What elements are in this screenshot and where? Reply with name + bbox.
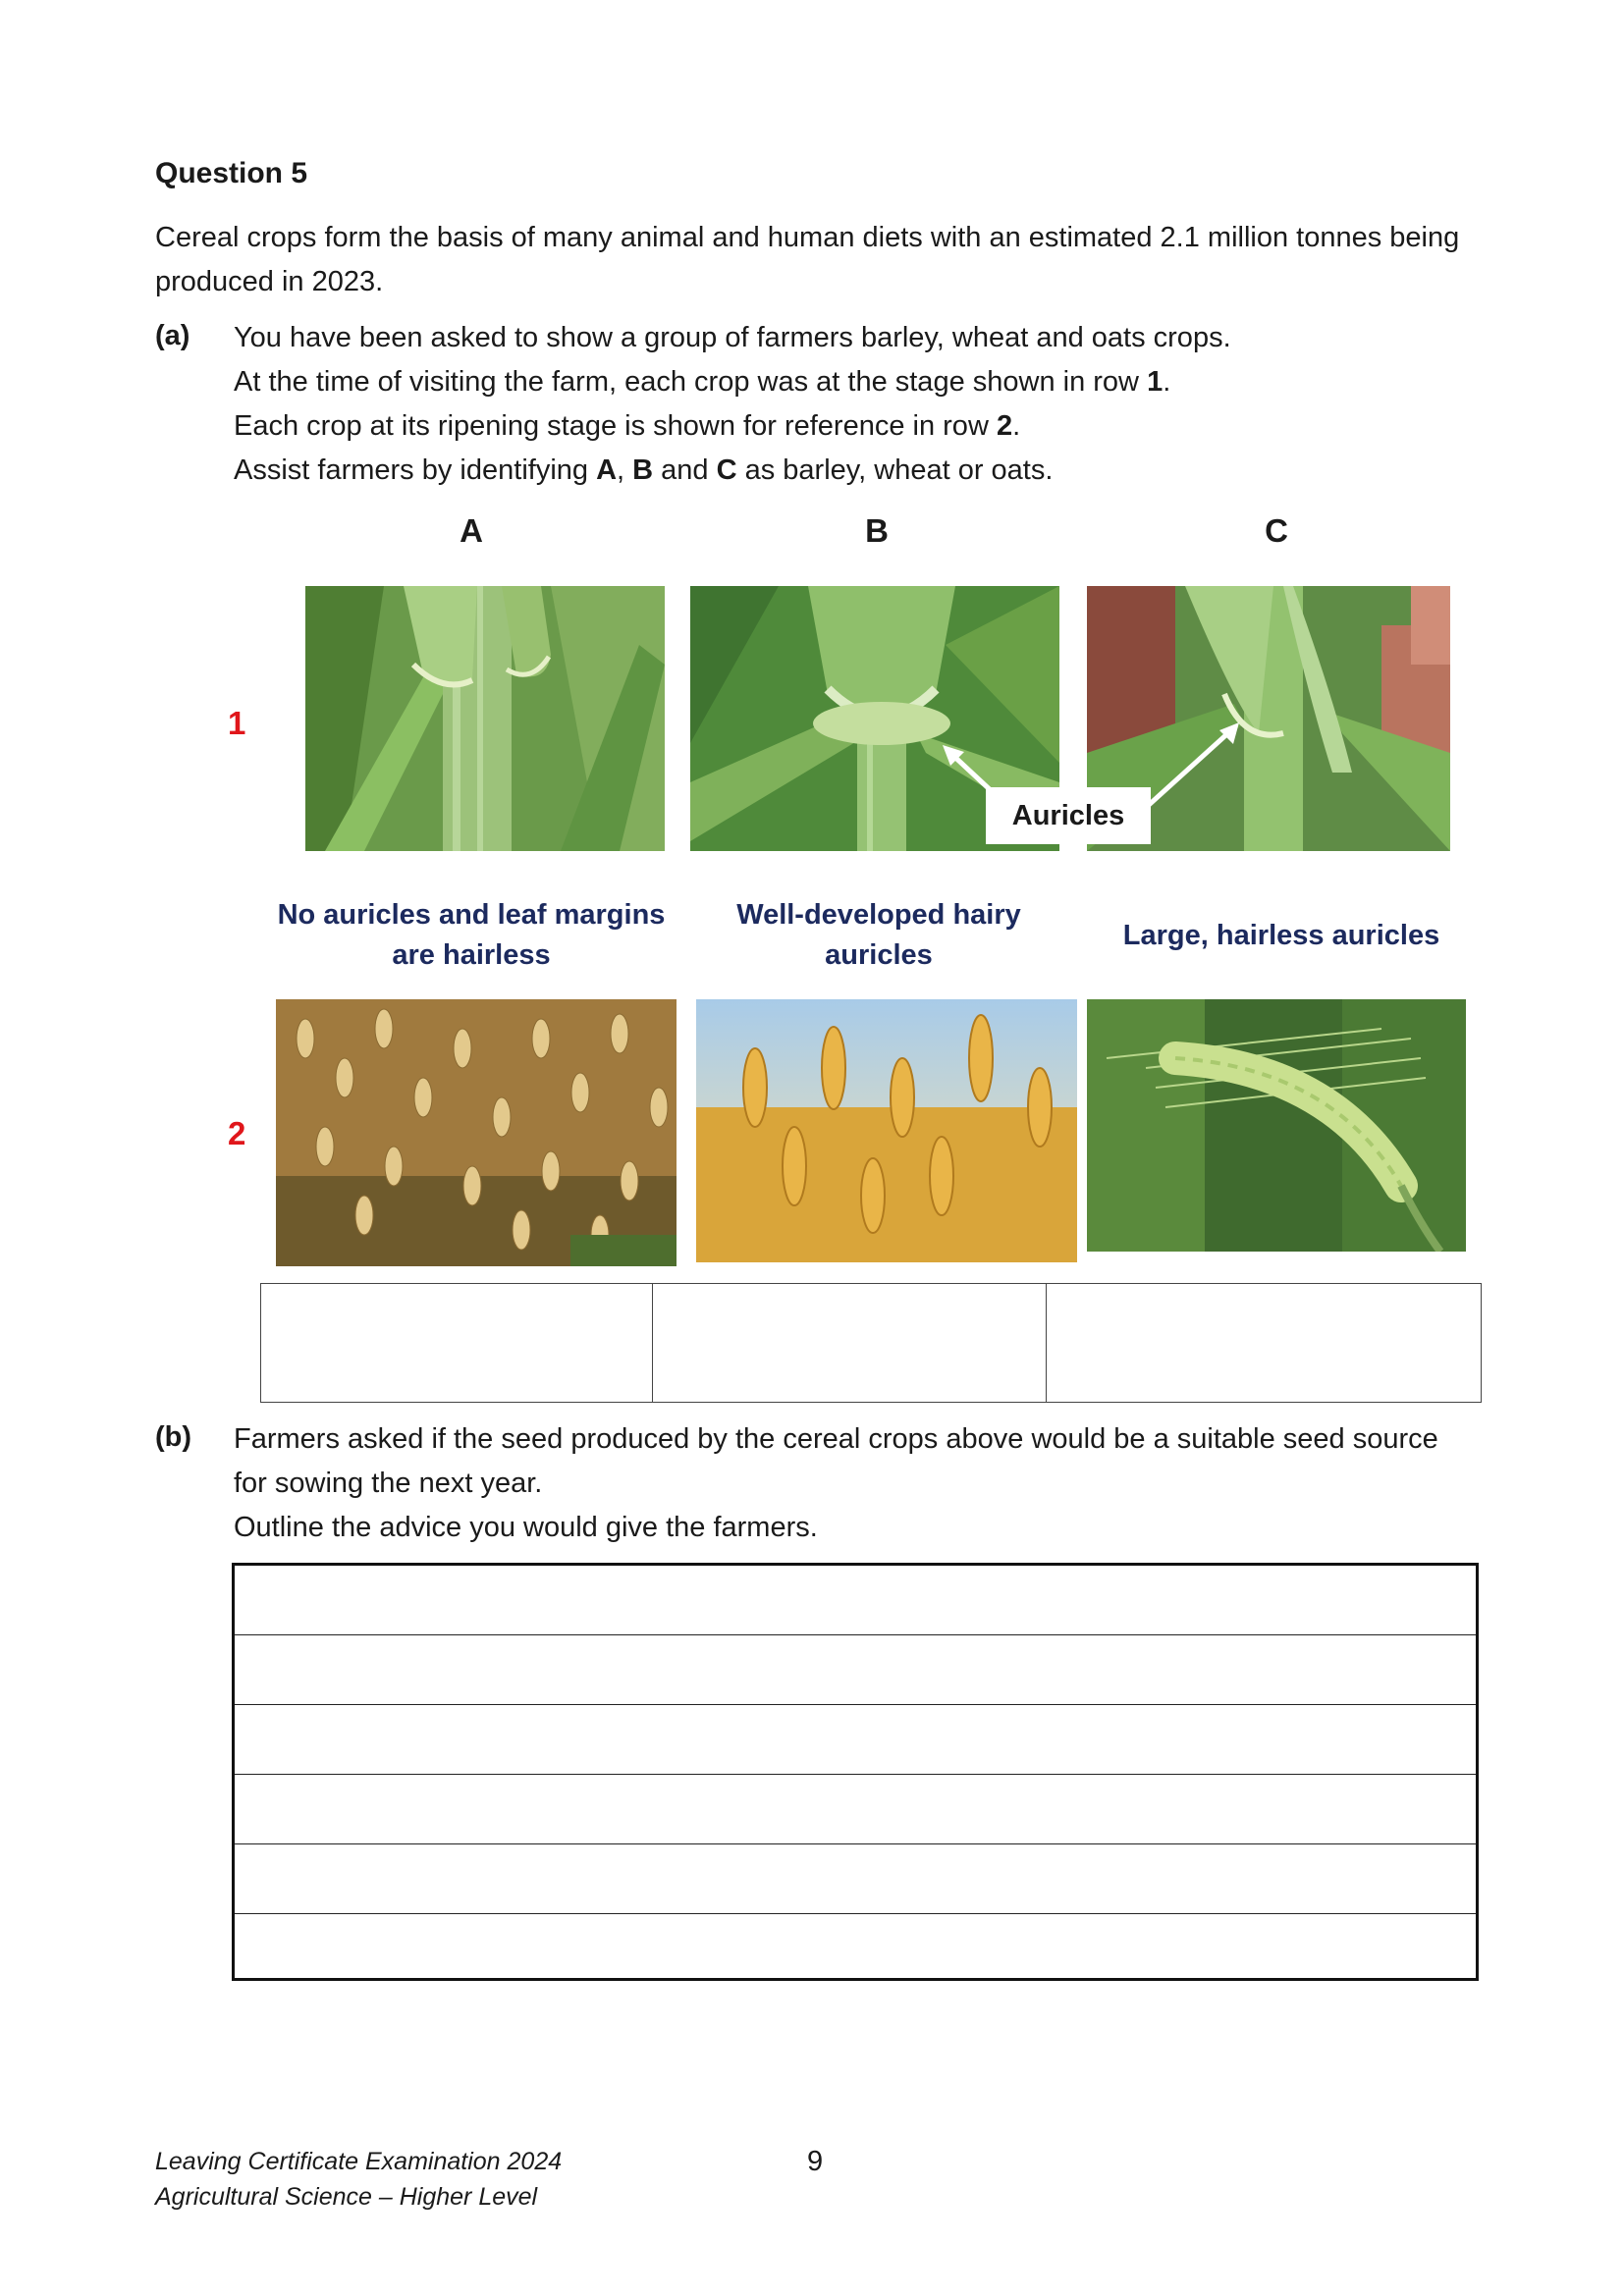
column-label-c: C <box>1265 512 1288 549</box>
answer-line[interactable] <box>235 1844 1476 1914</box>
part-a-line-4: Assist farmers by identifying A, B and C as barley, wheat or oats. <box>234 454 1054 486</box>
answer-line[interactable] <box>235 1705 1476 1775</box>
footer-subject: Agricultural Science – Higher Level <box>155 2183 538 2211</box>
page-number: 9 <box>807 2146 824 2177</box>
part-b-label: (b) <box>155 1421 192 1453</box>
column-label-a: A <box>460 512 483 549</box>
answer-lines-b[interactable] <box>232 1563 1479 1981</box>
answer-table <box>260 1283 1482 1403</box>
auricles-callout: Auricles <box>986 787 1151 844</box>
row-label-2: 2 <box>228 1115 246 1151</box>
answer-line[interactable] <box>235 1635 1476 1705</box>
ripening-photo-wheat <box>696 999 1077 1262</box>
description-c: Large, hairless auricles <box>1122 920 1440 951</box>
row-label-1: 1 <box>228 705 246 741</box>
answer-box-a[interactable] <box>261 1284 653 1403</box>
question-title: Question 5 <box>155 157 308 189</box>
question-intro: Cereal crops form the basis of many animal and human diets with an estimated 2.1 million tonnes being produced in 2023. <box>155 222 1460 297</box>
answer-line[interactable] <box>235 1775 1476 1844</box>
answer-box-b[interactable] <box>653 1284 1047 1403</box>
column-label-b: B <box>865 512 889 549</box>
part-b-line-2: Outline the advice you would give the farmers. <box>234 1512 818 1543</box>
description-b: Well-developed hairy auricles <box>736 899 1021 971</box>
description-a: No auricles and leaf margins are hairless <box>277 899 666 971</box>
ripening-photo-oats <box>276 999 677 1266</box>
answer-box-c[interactable] <box>1047 1284 1482 1403</box>
part-a-label: (a) <box>155 320 190 351</box>
part-b-line-1: Farmers asked if the seed produced by the cereal crops above would be a suitable seed source for sowing the next year. <box>234 1423 1438 1499</box>
footer-exam-name: Leaving Certificate Examination 2024 <box>155 2148 563 2175</box>
ripening-photo-barley <box>1087 999 1466 1252</box>
part-b-text <box>234 1417 1451 1550</box>
part-a-line-1: You have been asked to show a group of farmers barley, wheat and oats crops. <box>234 322 1231 353</box>
answer-line[interactable] <box>235 1566 1476 1635</box>
answer-line[interactable] <box>235 1914 1476 1984</box>
part-a-line-3: Each crop at its ripening stage is shown for reference in row 2. <box>234 410 1021 442</box>
part-a-line-2: At the time of visiting the farm, each crop was at the stage shown in row 1. <box>234 366 1171 398</box>
